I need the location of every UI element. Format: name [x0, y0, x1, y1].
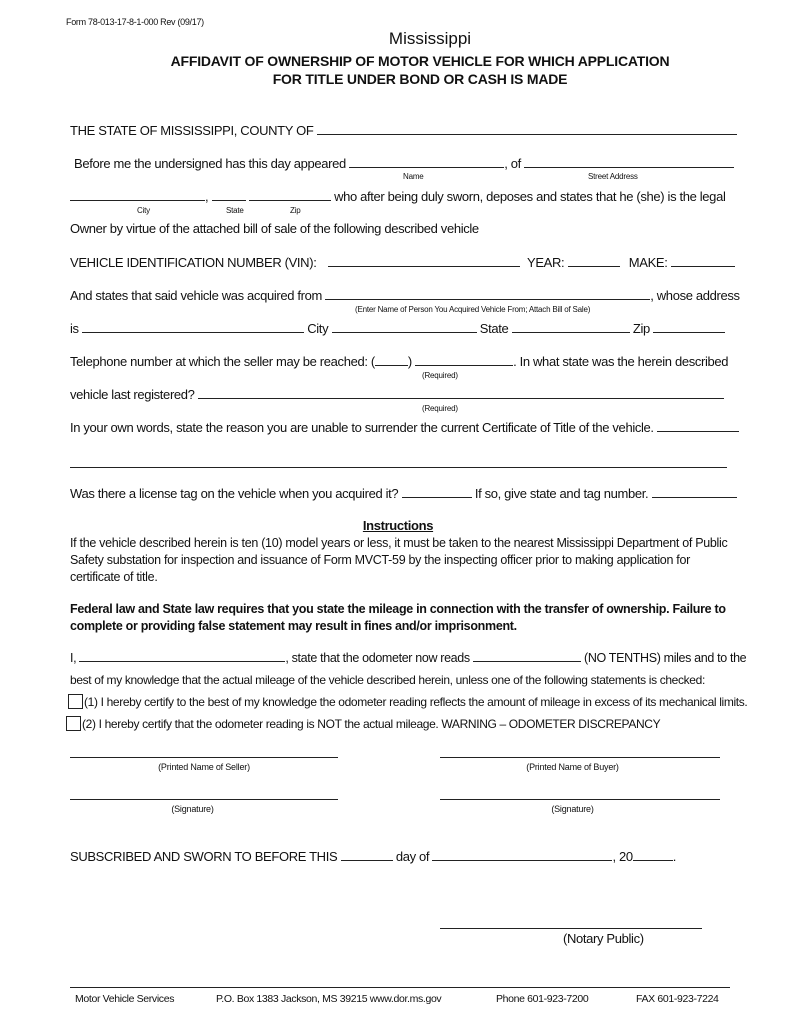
acquired-hint: (Enter Name of Person You Acquired Vehicle From; Attach Bill of Sale) — [355, 305, 591, 314]
title-line-1: AFFIDAVIT OF OWNERSHIP OF MOTOR VEHICLE FOR WHICH APPLICATION — [170, 53, 670, 69]
phone-field[interactable] — [415, 353, 513, 366]
registered-row — [70, 386, 724, 403]
seller-name-label: (Printed Name of Seller) — [158, 762, 250, 772]
option-1-label: (1) I hereby certify to the best of my knowledge the odometer reading reflects the amount of mileage in excess of its mechanical limits. — [84, 695, 748, 709]
comma: , — [205, 189, 209, 204]
county-field[interactable] — [317, 122, 737, 135]
year-field[interactable] — [568, 254, 620, 267]
make-field[interactable] — [671, 254, 735, 267]
street-address-label: Street Address — [588, 172, 638, 181]
zip-field[interactable] — [249, 188, 331, 201]
buyer-name-line[interactable] — [440, 757, 720, 758]
telephone-row — [70, 353, 728, 370]
seller-signature-line[interactable] — [70, 799, 338, 800]
odometer-option-2 — [66, 716, 660, 732]
name-field[interactable] — [349, 155, 504, 168]
required-label: (Required) — [422, 404, 458, 413]
form-number: Form 78-013-17-8-1-000 Rev (09/17) — [66, 17, 204, 27]
owner-text: Owner by virtue of the attached bill of sale of the following described vehicle — [70, 221, 479, 236]
state-heading: Mississippi — [388, 29, 472, 48]
notary-line[interactable] — [440, 928, 702, 929]
day-field[interactable] — [341, 848, 393, 861]
county-row — [70, 122, 737, 139]
vin-label: VEHICLE IDENTIFICATION NUMBER (VIN): — [70, 255, 317, 270]
reason-line[interactable] — [70, 467, 727, 468]
option-2-label: (2) I hereby certify that the odometer reading is NOT the actual mileage. WARNING – ODOMETER DISCREPANCY — [82, 717, 661, 731]
seller-name-line[interactable] — [70, 757, 338, 758]
city-field[interactable] — [70, 188, 205, 201]
day-of-label: day of — [395, 849, 430, 864]
odometer-field[interactable] — [473, 649, 581, 662]
title-line-2: FOR TITLE UNDER BOND OR CASH IS MADE — [272, 71, 568, 87]
buyer-signature-line[interactable] — [440, 799, 720, 800]
zip-label: Zip — [290, 206, 301, 215]
telephone-label: Telephone number at which the seller may be reached: ( — [70, 354, 375, 369]
tag-number-field[interactable] — [652, 485, 737, 498]
registered-state-field[interactable] — [198, 386, 724, 399]
if-so-label: If so, give state and tag number. — [474, 486, 649, 501]
whose-address-label: , whose address — [650, 288, 740, 303]
footer-fax: FAX 601-923-7224 — [636, 993, 719, 1005]
option-2-checkbox[interactable] — [66, 716, 81, 731]
subscribed-row — [70, 848, 676, 865]
notary-label: (Notary Public) — [563, 931, 644, 946]
instructions-heading: Instructions — [362, 518, 434, 533]
footer-phone: Phone 601-923-7200 — [496, 993, 589, 1005]
area-code-field[interactable] — [375, 353, 408, 366]
seller-state-field[interactable] — [512, 320, 630, 333]
registered-label: vehicle last registered? — [70, 387, 195, 402]
street-address-field[interactable] — [524, 155, 734, 168]
required-label: (Required) — [422, 371, 458, 380]
seller-city-field[interactable] — [332, 320, 477, 333]
no-tenths-label: (NO TENTHS) miles and to the — [584, 651, 747, 665]
make-label: MAKE: — [628, 255, 668, 270]
buyer-signature-label: (Signature) — [551, 804, 594, 814]
state-question: . In what state was the herein described — [513, 354, 729, 369]
acquired-row — [70, 287, 740, 304]
name-label: Name — [403, 172, 424, 181]
footer-dept: Motor Vehicle Services — [75, 993, 175, 1005]
seller-signature-label: (Signature) — [171, 804, 214, 814]
appeared-label: Before me the undersigned has this day appeared — [74, 156, 346, 171]
odometer-row — [70, 649, 746, 666]
footer-divider — [70, 987, 730, 988]
vin-row — [70, 254, 735, 271]
acquired-label: And states that said vehicle was acquired from — [70, 288, 322, 303]
seller-address-row — [70, 320, 725, 337]
seller-name-field[interactable] — [325, 287, 650, 300]
month-field[interactable] — [432, 848, 612, 861]
state-field[interactable] — [212, 188, 246, 201]
city-state-zip-row — [70, 188, 725, 205]
year-label: YEAR: — [527, 255, 565, 270]
of-label: , of — [504, 156, 521, 171]
i-label: I, — [70, 651, 77, 665]
buyer-name-label: (Printed Name of Buyer) — [526, 762, 619, 772]
appeared-row — [74, 155, 734, 172]
year-prefix: , 20 — [612, 849, 633, 864]
license-label: Was there a license tag on the vehicle when you acquired it? — [70, 486, 399, 501]
seller-address-field[interactable] — [82, 320, 304, 333]
seller-zip-label: Zip — [632, 321, 650, 336]
odometer-option-1 — [68, 694, 747, 710]
period: . — [672, 849, 676, 864]
license-tag-field[interactable] — [402, 485, 472, 498]
subscribed-label: SUBSCRIBED AND SWORN TO BEFORE THIS — [70, 849, 338, 864]
footer-address: P.O. Box 1383 Jackson, MS 39215 www.dor.ms.gov — [216, 993, 442, 1005]
best-of-text: best of my knowledge that the actual mileage of the vehicle described herein, unless one of the following statements is checked: — [70, 673, 705, 687]
odometer-label: , state that the odometer now reads — [285, 651, 470, 665]
city-label: City — [137, 206, 150, 215]
affiant-name-field[interactable] — [79, 649, 285, 662]
sworn-year-field[interactable] — [633, 848, 673, 861]
vin-field[interactable] — [328, 254, 520, 267]
reason-row — [70, 419, 739, 436]
paren: ) — [407, 354, 412, 369]
federal-warning: Federal law and State law requires that you state the mileage in connection with the transfer of ownership. Failure to complete or providing false statement may result in fines and/or imprisonment. — [70, 602, 726, 633]
option-1-checkbox[interactable] — [68, 694, 83, 709]
state-label: State — [226, 206, 244, 215]
seller-city-label: City — [307, 321, 329, 336]
sworn-text: who after being duly sworn, deposes and states that he (she) is the legal — [334, 189, 726, 204]
seller-zip-field[interactable] — [653, 320, 725, 333]
county-label: THE STATE OF MISSISSIPPI, COUNTY OF — [70, 123, 314, 138]
license-row — [70, 485, 737, 502]
is-label: is — [70, 321, 79, 336]
instructions-text: If the vehicle described herein is ten (10) model years or less, it must be taken to the nearest Mississippi Department of Public Safety substation for inspection and issuance of Form MVCT-59 by the inspecting officer prior to making application for certificate of title. — [70, 536, 728, 584]
reason-field[interactable] — [657, 419, 739, 432]
reason-label: In your own words, state the reason you are unable to surrender the current Certificate of Title of the vehicle. — [70, 420, 654, 435]
seller-state-label: State — [479, 321, 509, 336]
